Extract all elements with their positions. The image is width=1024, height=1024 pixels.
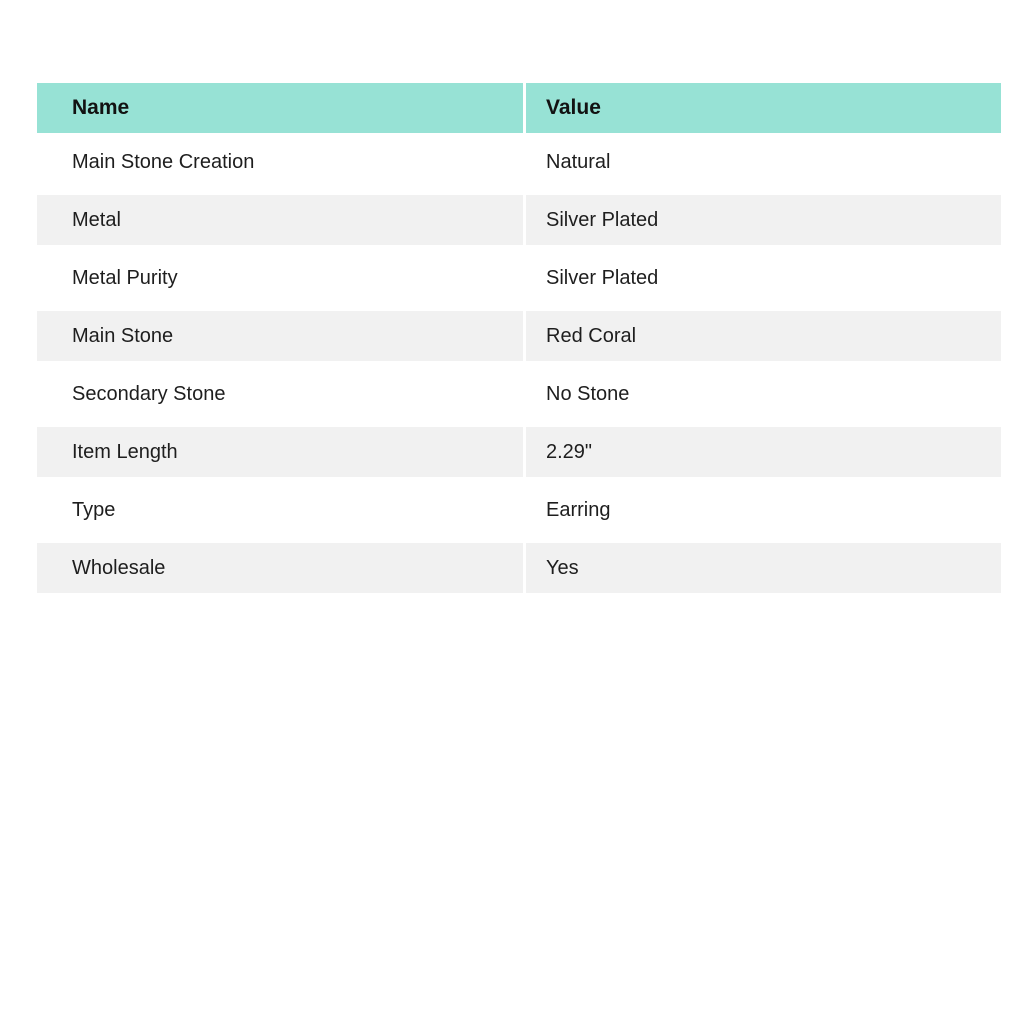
row-value-cell: Silver Plated xyxy=(523,249,1001,307)
table-header-row xyxy=(37,83,1001,133)
row-value-cell: Earring xyxy=(523,481,1001,539)
row-value-cell: 2.29" xyxy=(523,423,1001,481)
row-value-cell: Yes xyxy=(523,539,1001,597)
table-row xyxy=(37,133,1001,191)
row-name-cell: Type xyxy=(72,498,116,521)
row-value-cell: Natural xyxy=(523,133,1001,191)
spec-table xyxy=(37,83,1001,597)
row-name-cell: Metal Purity xyxy=(72,266,178,289)
row-name-cell: Metal xyxy=(37,191,523,249)
row-name-cell: Main Stone Creation xyxy=(72,150,255,173)
table-row xyxy=(37,365,1001,423)
column-header-value: Value xyxy=(523,83,1001,133)
row-value-cell: No Stone xyxy=(523,365,1001,423)
row-name-cell: Secondary Stone xyxy=(72,382,226,405)
row-value-cell: Red Coral xyxy=(523,307,1001,365)
table-row xyxy=(37,191,1001,249)
table-row xyxy=(37,249,1001,307)
table-row xyxy=(37,423,1001,481)
table-row xyxy=(37,539,1001,597)
row-name-cell: Main Stone xyxy=(37,307,523,365)
row-name-cell: Item Length xyxy=(37,423,523,481)
table-row xyxy=(37,481,1001,539)
row-value-cell: Silver Plated xyxy=(523,191,1001,249)
column-header-name: Name xyxy=(37,83,523,133)
table-row xyxy=(37,307,1001,365)
row-name-cell: Wholesale xyxy=(37,539,523,597)
